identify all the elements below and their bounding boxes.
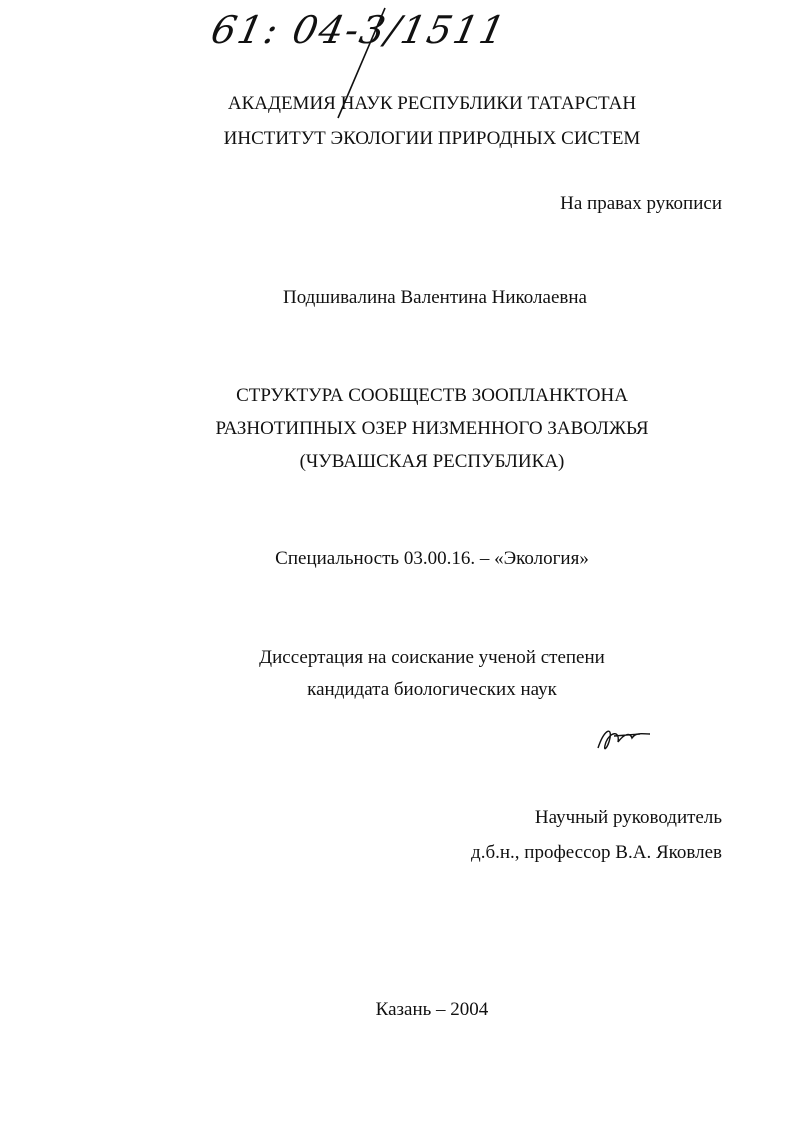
title-line-1: СТРУКТУРА СООБЩЕСТВ ЗООПЛАНКТОНА: [236, 385, 628, 406]
title-line-3: (ЧУВАШСКАЯ РЕСПУБЛИКА): [299, 451, 565, 472]
manuscript-note: На правах рукописи: [560, 193, 722, 214]
specialty: Специальность 03.00.16. – «Экология»: [275, 548, 589, 569]
title-line-2: РАЗНОТИПНЫХ ОЗЕР НИЗМЕННОГО ЗАВОЛЖЬЯ: [215, 418, 649, 439]
signature: [590, 720, 660, 760]
degree-line-2: кандидата биологических наук: [307, 679, 557, 700]
degree-line-1: Диссертация на соискание ученой степени: [259, 647, 605, 668]
city-year: Казань – 2004: [375, 999, 489, 1020]
institute-name: ИНСТИТУТ ЭКОЛОГИИ ПРИРОДНЫХ СИСТЕМ: [223, 128, 641, 149]
handwritten-archive-code: 61: 04-3/1511: [207, 8, 511, 52]
author-name: Подшивалина Валентина Николаевна: [283, 287, 587, 308]
supervisor-name: д.б.н., профессор В.А. Яковлев: [471, 842, 722, 863]
academy-name: АКАДЕМИЯ НАУК РЕСПУБЛИКИ ТАТАРСТАН: [227, 93, 637, 114]
supervisor-label: Научный руководитель: [534, 807, 722, 828]
